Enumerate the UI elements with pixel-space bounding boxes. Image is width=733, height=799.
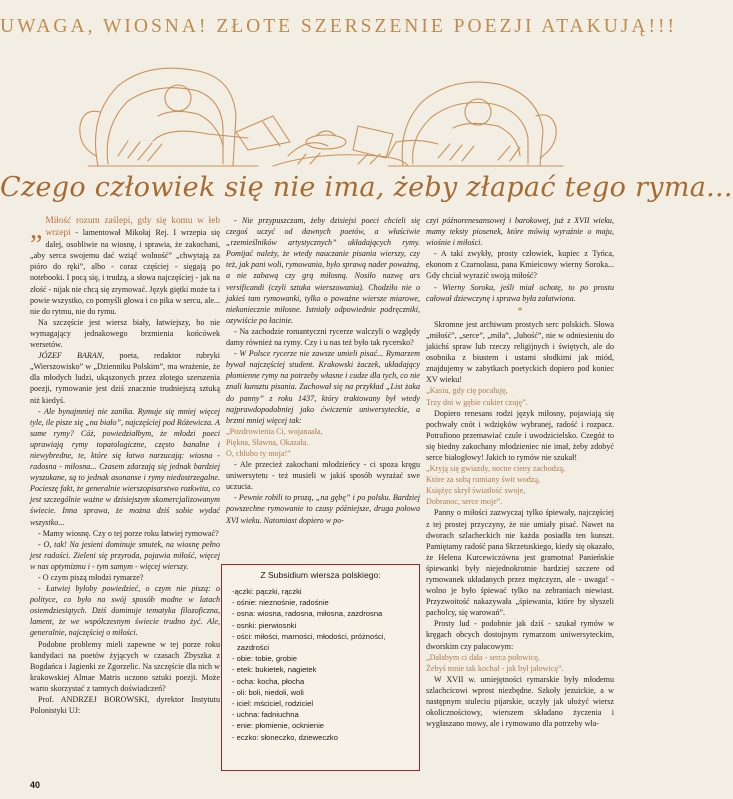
section-divider-star: *	[517, 305, 523, 317]
lead-rest: - lamentował Mikołaj Rej. I wrzepia się dalej, osobliwie na wiosnę, i sprawia, że zakochani, „aby serca swojemu dać wziąć wolność” „chwytają za pióro do ręki”, albo - coraz częściej - sięgają po notebooki. I pocą się, i trudzą, a słowa najczęściej - jak na złość - nijak nie chcą się zrymować. Język giętki może ta i powie wszystko, co pomyśli głowa i co pika w sercu, ale... nie do rytmu, nie do rymu.	[30, 228, 220, 316]
paragraph: Prof. ANDRZEJ BOROWSKI, dyrektor Instytutu Polonistyki UJ:	[30, 695, 220, 716]
rhyme-item: - uchna: fadniuchna	[232, 710, 299, 720]
open-quote-mark: „	[30, 214, 43, 245]
interview-answer: - Wierny Soroka, jeśli miał ochotę, to po prostu całował dziewczynę i sprawa była załatwiona.	[426, 282, 614, 303]
page-number: 40	[30, 780, 41, 790]
paragraph: Podobne problemy mieli zapewne w tej porze roku kandydaci na poetów żyjących w czasach Zbyszka z Bogdańca i Jagienki ze Zgorzelic. Na szczęście dla nich w krakowskiej Almae Matris uczono sztuki poezji. Może warto skorzystać z tamtych doświadczeń?	[30, 639, 220, 693]
rhyme-item: - ocha: kocha, płocha	[232, 676, 305, 686]
poem-line: Dobranoc, serce moje”.	[426, 497, 503, 507]
poem-line: Które za sobą rumiany świt wodzą,	[426, 475, 541, 485]
paragraph: Na szczęście jest wiersz biały, łatwiejszy, bo nie wymagający jednakowego brzmienia końcówek wersetów.	[30, 317, 220, 350]
poem-line: Księżyc skrył światłość swoje,	[426, 486, 526, 496]
rhyme-list	[222, 586, 419, 743]
poem-line: Piękna, Sławna, Okazała.	[226, 437, 309, 447]
interview-question: - Ale przecież zakochani młodzieńcy - ci spoza kręgu uniwersytetu - też musieli w jakiś sposób wyrażać swe uczucia.	[226, 460, 420, 492]
interview-answer: - O, tak! Na jesieni dominuje smutek, na wiosnę pełno jest radości. Zieleni się przyroda, pojawia miłość, więcej w nas optymizmu i - tym samym - więcej wierszy.	[30, 539, 220, 571]
rhyme-item: - eczko: słoneczko, dzieweczko	[232, 732, 338, 742]
interview-answer: - Ale bynajmniej nie zanika. Rymuje się mniej więcej tyle, ile pisze się „na biało”, najczęściej pod Różewicza. A same rymy? Cóż, powiedziałbym, że młodzi poeci uprawiają rymy topatologiczne, często banalne i niewybredne, te, które się łatwo narzucają: wiosna - radosna - miłosna... Czasem zdarzają się jednak bardziej wyszukane, są to jednak asonanse i rymy niedostrzegalne. Pocieszę fakt, że generalnie wierszopisarstwo rozkwita, co jest szczególnie ważne w dzisiejszym skomercjalizowanym świecie. Inna sprawa, że można dziś sobie wydać wszystko...	[30, 406, 220, 527]
poem-line: „Kasiu, gdy cię pocałuję,	[426, 386, 508, 396]
paragraph: W XVII w. umiejętności rymarskie były młodemu szlachcicowi wprost niezbędne. Szkoły jezuickie, a w następnym stuleciu pijarskie, uczyły jak ułożyć wiersz okolicznościowy, wierszem składano życzenia i wygłaszano mowy, ale i rymowano dla potrzeby wła-	[426, 674, 614, 729]
lead-paragraph	[30, 215, 220, 317]
interview-answer: - Łatwiej byłoby powiedzieć, o czym nie piszą: o polityce, co było na swój sposób modne w latach osiemdziesiątych. Dziś dominuje tematyka filozoficzna, lament, że we współczesnym świecie trudno żyć. Ale, generalnie, najczęściej o miłości.	[30, 584, 220, 638]
interview-answer: - Nie przypuszczam, żeby dzisiejsi poeci chcieli się czegoś uczyć od dawnych poetów, a właściwie „rzemieślników artystycznych” układających rymy. Pomijać należy, że wtedy nauczanie pisania wierszy, czy też, jak pani woli, rymowania, było sprawą nader poważną, a nie zabawą czy grą miłosną. Nosiło nazwę ars versificandi (czyli sztuka wierszowania). Chodziło nie o jakieś tam rymowanki, tylko o poważne wiersze miarowe, niekoniecznie miłosne. Istniały odpowiednie podręczniki, ozywiście po łacinie.	[226, 216, 420, 325]
article-column-1	[30, 215, 220, 716]
paragraph: Panny o miłości zazwyczaj tylko śpiewały, najczęściej z tej prostej przyczyny, że nie umiały pisać. Nawet na dworach szlacheckich nie każda posiadła ten kunszt. Pamiętamy radość pana Skrzetuskiego, kiedy się okazało, że Helena Kurcewiczówna jest gramotna! Panieńskie śpiewanki były niejednokrotnie bardziej szczere od rymowanek układanych przez mężczyzn, ale - uwaga! - wolno je było śpiewać tylko na zebraniach niewiast. Przyzwoitość nakazywała „śpiewania, które by słyszeli pacholcy, się warowań”.	[426, 508, 614, 618]
interview-question: - O czym piszą młodzi rymarze?	[38, 573, 144, 582]
article-column-2	[226, 215, 420, 526]
interview-question: - A taki zwykły, prosty człowiek, kupiec z Tyńca, ekonom z Czarnolasu, pana Kmieicowy wierny Soroka... Gdy chciał wyrazić swoją miłość?	[426, 249, 614, 281]
paragraph-text: poeta, redaktor rubryki „Wierszowisko” w „Dzienniku Polskim”, ma wrażenie, że dla młodych ludzi, ukąszonych przez złotego szerszenia poezji, rymowanie jest dziś znacznie trudniejszą sztuką niż kiedyś.	[30, 351, 220, 405]
poem-line: „Kryją się gwiazdy, nocne cieny zachodzą,	[426, 464, 566, 474]
rhyme-dictionary-box	[221, 564, 420, 771]
article-column-3	[426, 215, 614, 729]
paragraph: Dopiero renesans rodzi język miłosny, pojawiają się pochwały cnót i wdzięków wybranej, radość i rozpacz. Potrafiono przemawiać czule i uwodzicielsko. Czegóż to się biedny zakochany młodzieniec nie imał, żeby zdobyć serce białogłowy! Jakich to rymów nie szukał!	[426, 408, 614, 462]
poem-line: Trzy dni w gębie cukier czuję”.	[426, 397, 528, 407]
interview-answer: czyi późnorenesansowej i barokowej, już z XVII wieku, mamy teksty piosenek, które mówią wyraźnie o maju, wiośnie i miłości.	[426, 216, 614, 248]
interview-question: - Mamy wiosnę. Czy o tej porze roku łatwiej rymować?	[38, 528, 219, 538]
person-name: JÓZEF BARAN,	[38, 351, 105, 361]
paragraph: Prosty lud - podobnie jak dziś - szukał rymów w kręgach obcych dostojnym rymarzom uniwersyteckim, dworskim czy pałacowym:	[426, 619, 614, 651]
rhyme-item: - iciel: mściciel, rodziciel	[232, 699, 314, 709]
rhyme-item: - osna: wiosna, radosna, miłosna, zazdrosna	[232, 609, 383, 619]
interview-answer: - Pewnie robili to prozą, „na gębę” i po polsku. Bardziej powszechne rymowanie to czasy późniejsze, druga połowa XVI wieku. Natomiast dopiero w po-	[226, 493, 420, 525]
reading-scene-illustration	[58, 46, 578, 174]
box-title: Z Subsidium wiersza polskiego:	[260, 570, 381, 580]
paragraph-baran	[30, 350, 220, 405]
lead-quote: Miłość rozum zaślepi, gdy się komu w łeb wrzepi	[45, 216, 220, 239]
paragraph: Skromne jest archiwum prostych serc polskich. Słowa „miłość”, „serce”, „miła”, „lubość”, nie w odniesieniu do jakichś spraw lub rzeczy religijnych i świętych, ale do osobnika z biustem i ustami słodkimi jak miód, znajdujemy w zabytkach poetyckich dopiero pod koniec XV wieku!	[426, 319, 614, 385]
poem-line: „Pozdrowienia Ci, wojanaała,	[226, 426, 323, 436]
interview-question: - Na zachodzie romantyczni rycerze walczyli o względy damy również na rymy. Czy i u nas też było tak rycersko?	[226, 326, 420, 348]
rhyme-item: - enie: płomienie, ocknienie	[232, 721, 325, 731]
interview-answer: - W Polsce rycerze nie zawsze umieli pisać... Rymarzem bywał najczęściej student. Krakowski żaczek, układający płomienne rymy na potrzeby własne i cudze dla tych, co nie znali kunsztu pisania. Zachował się na przykład „List żaka do panny” z roku 1437, który traktowany był wtedy najprawdopodobniej jako ćwiczenie uniwersyteckie, a brzmi mniej więcej tak:	[226, 349, 420, 425]
poem-line: „Dałabym ci dała - serca połowicę,	[426, 652, 540, 662]
rhyme-item: -ączki: pączki, rączki	[232, 587, 302, 596]
rhyme-item: - obie: tobie, grobie	[232, 654, 298, 664]
script-subtitle: Czego człowiek się nie ima, żeby złapać tego ryma...	[0, 172, 733, 203]
poem-line: O, chlubo ty moja!”	[226, 448, 291, 458]
rhyme-item: - ości: miłości, marności, młodości, próżności, zazdrości	[232, 631, 386, 653]
headline: UWAGA, WIOSNA! ZŁOTE SZERSZENIE POEZJI ATAKUJĄ!!!	[0, 16, 677, 37]
rhyme-item: - etek: bukietek, nagietek	[232, 665, 317, 675]
rhyme-item: - ośnie: nieznośnie, radośnie	[232, 598, 329, 608]
rhyme-item: - oli: boli, niedoli, woli	[232, 687, 304, 697]
rhyme-item: - osnki: pierwiosnki	[232, 620, 297, 630]
poem-line: Żebyś mnie tak kochał - jak był jałowicę”.	[426, 663, 564, 673]
